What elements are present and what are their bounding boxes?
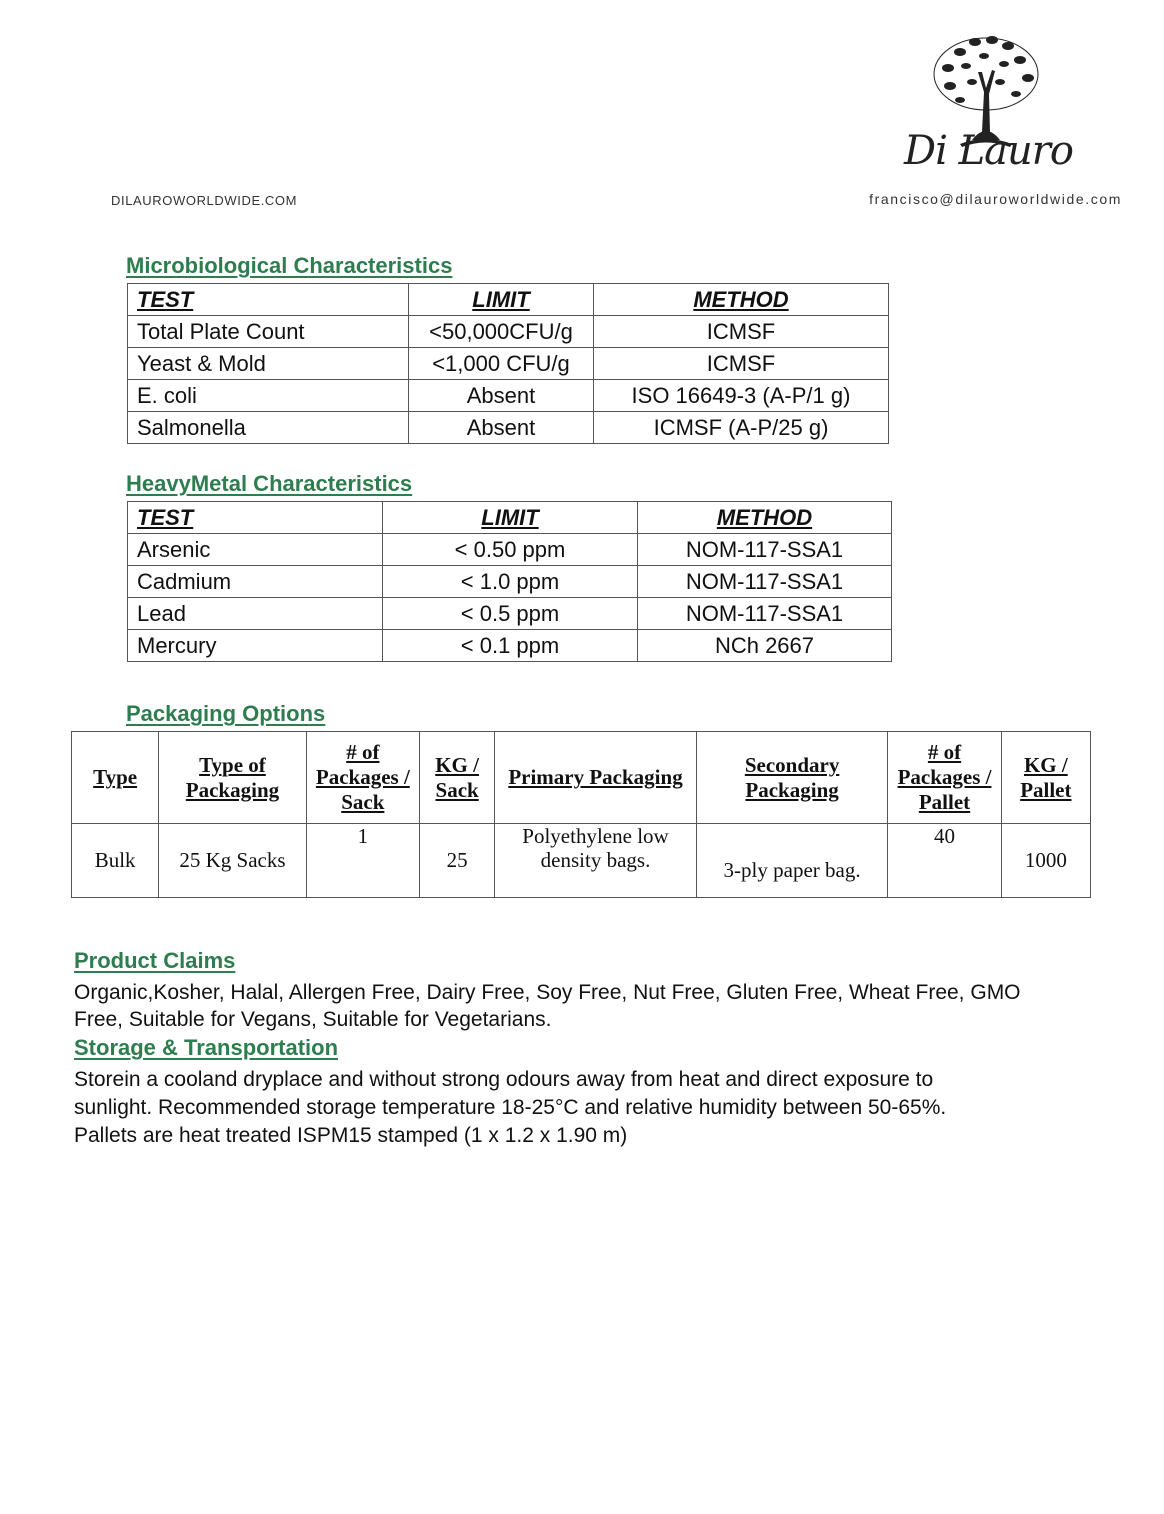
header-cell: METHOD <box>638 502 892 534</box>
table-cell: ISO 16649-3 (A-P/1 g) <box>594 380 889 412</box>
table-cell: Lead <box>128 598 383 630</box>
header-cell: KG / Pallet <box>1001 732 1090 824</box>
table-cell: < 0.1 ppm <box>383 630 638 662</box>
micro-title: Microbiological Characteristics <box>126 253 453 278</box>
table-row <box>128 380 889 412</box>
table-cell: Absent <box>409 380 594 412</box>
table-cell: Polyethylene low density bags. <box>495 824 697 898</box>
table-row <box>128 348 889 380</box>
table-cell: NOM-117-SSA1 <box>638 534 892 566</box>
table-cell: ICMSF <box>594 348 889 380</box>
packaging-table <box>71 731 1091 898</box>
claims-title: Product Claims <box>74 948 236 973</box>
header-cell: Type <box>72 732 159 824</box>
table-row <box>128 412 889 444</box>
header-cell: METHOD <box>594 284 889 316</box>
header-cell: LIMIT <box>409 284 594 316</box>
brand-logo-text: Di Lauro <box>904 128 1073 174</box>
table-cell: Cadmium <box>128 566 383 598</box>
table-cell: <50,000CFU/g <box>409 316 594 348</box>
table-cell: 25 Kg Sacks <box>159 824 306 898</box>
claims-text: Organic,Kosher, Halal, Allergen Free, Dairy Free, Soy Free, Nut Free, Gluten Free, Wheat Free, GMO Free, Suitable for Vegans, Suitable for Vegetarians. <box>74 981 1021 1031</box>
header-cell: # of Packages / Pallet <box>888 732 1001 824</box>
heavy-table <box>127 501 892 662</box>
header-cell: TEST <box>128 284 409 316</box>
table-cell: NCh 2667 <box>638 630 892 662</box>
table-cell: < 0.50 ppm <box>383 534 638 566</box>
table-row <box>128 630 892 662</box>
table-cell: ICMSF <box>594 316 889 348</box>
table-row <box>128 284 889 316</box>
heavy-title: HeavyMetal Characteristics <box>126 471 413 496</box>
table-cell: Total Plate Count <box>128 316 409 348</box>
table-cell: < 0.5 ppm <box>383 598 638 630</box>
storage-title: Storage & Transportation <box>74 1035 339 1060</box>
packaging-title: Packaging Options <box>126 701 326 726</box>
header-cell: Type of Packaging <box>159 732 306 824</box>
table-cell: NOM-117-SSA1 <box>638 566 892 598</box>
table-cell: Salmonella <box>128 412 409 444</box>
storage-text: Storein a cooland dryplace and without strong odours away from heat and direct exposure to sunlight. Recommended storage temperature 18-25°C and relative humidity between 50-65%. Pallets are heat treated ISPM15 stamped (1 x 1.2 x 1.90 m) <box>74 1068 947 1147</box>
header-cell: # of Packages / Sack <box>306 732 419 824</box>
table-row <box>128 316 889 348</box>
header-cell: Secondary Packaging <box>696 732 888 824</box>
table-cell: 40 <box>888 824 1001 898</box>
table-cell: 25 <box>420 824 495 898</box>
table-row <box>128 502 892 534</box>
table-row <box>72 824 1091 898</box>
table-cell: 3-ply paper bag. <box>696 824 888 898</box>
header-cell: TEST <box>128 502 383 534</box>
website-label: DILAUROWORLDWIDE.COM <box>111 193 298 208</box>
table-cell: Mercury <box>128 630 383 662</box>
table-cell: ICMSF (A-P/25 g) <box>594 412 889 444</box>
table-cell: E. coli <box>128 380 409 412</box>
table-cell: Absent <box>409 412 594 444</box>
micro-table <box>127 283 889 444</box>
table-cell: 1000 <box>1001 824 1090 898</box>
table-row <box>128 566 892 598</box>
table-cell: Yeast & Mold <box>128 348 409 380</box>
table-cell: < 1.0 ppm <box>383 566 638 598</box>
table-row <box>128 598 892 630</box>
table-cell: Arsenic <box>128 534 383 566</box>
table-cell: 1 <box>306 824 419 898</box>
table-cell: Bulk <box>72 824 159 898</box>
table-cell: NOM-117-SSA1 <box>638 598 892 630</box>
table-row <box>72 732 1091 824</box>
email-label: francisco@dilauroworldwide.com <box>869 191 1122 207</box>
table-row <box>128 534 892 566</box>
header-cell: LIMIT <box>383 502 638 534</box>
header-cell: Primary Packaging <box>495 732 697 824</box>
table-cell: <1,000 CFU/g <box>409 348 594 380</box>
header-cell: KG / Sack <box>420 732 495 824</box>
